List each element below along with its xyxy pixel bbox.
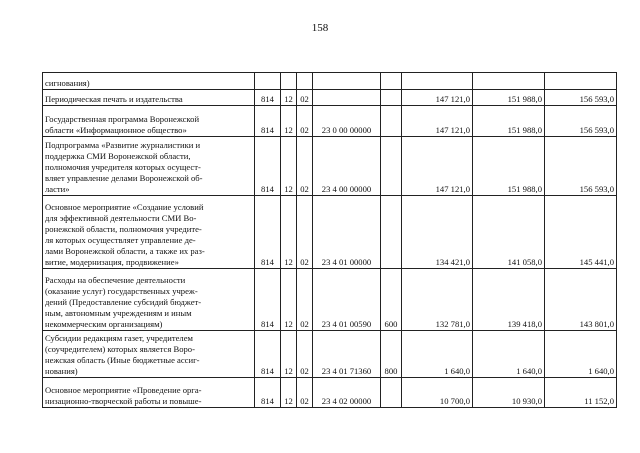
amount-year1-cell: 132 781,0	[402, 269, 473, 331]
subsection-code-cell: 02	[297, 90, 313, 106]
section-code-cell: 12	[281, 90, 297, 106]
section-code-cell	[281, 73, 297, 90]
table-row	[43, 269, 617, 331]
target-code-cell: 23 0 00 00000	[313, 106, 381, 137]
section-code-cell: 12	[281, 331, 297, 378]
ministry-code-cell	[255, 73, 281, 90]
amount-year3-cell: 156 593,0	[545, 106, 617, 137]
row-name-cell: Подпрограмма «Развитие журналистики и поддержка СМИ Воронежской области, полномочия учредителя которых осущест- вляет управление делами Воронежской об- ласти»	[43, 137, 255, 196]
row-name-cell: Основное мероприятие «Создание условий для эффективной деятельности СМИ Во- ронежской области, полномочия учредите- ля которых осуществляет управление де- лами Воронежской области, а также их раз- витие, модернизация, продвижение»	[43, 196, 255, 269]
amount-year2-cell: 1 640,0	[473, 331, 545, 378]
table-row	[43, 378, 617, 408]
budget-table	[42, 72, 617, 408]
target-code-cell: 23 4 01 71360	[313, 331, 381, 378]
amount-year1-cell: 134 421,0	[402, 196, 473, 269]
section-code-cell: 12	[281, 196, 297, 269]
amount-year2-cell: 141 058,0	[473, 196, 545, 269]
row-name-cell: Расходы на обеспечение деятельности (оказание услуг) государственных учреж- дений (Предоставление субсидий бюджет- ным, автономным учреждениям и иным некоммерческим организациям)	[43, 269, 255, 331]
table-row	[43, 106, 617, 137]
expense-type-cell: 600	[381, 269, 402, 331]
expense-type-cell	[381, 106, 402, 137]
table-row	[43, 331, 617, 378]
table-body	[43, 73, 617, 408]
amount-year1-cell: 10 700,0	[402, 378, 473, 408]
target-code-cell: 23 4 02 00000	[313, 378, 381, 408]
amount-year3-cell: 11 152,0	[545, 378, 617, 408]
section-code-cell: 12	[281, 269, 297, 331]
subsection-code-cell: 02	[297, 137, 313, 196]
table-row	[43, 196, 617, 269]
expense-type-cell	[381, 196, 402, 269]
expense-type-cell	[381, 137, 402, 196]
amount-year1-cell	[402, 73, 473, 90]
section-code-cell: 12	[281, 106, 297, 137]
amount-year3-cell: 143 801,0	[545, 269, 617, 331]
target-code-cell: 23 4 01 00590	[313, 269, 381, 331]
row-name-cell: сигнования)	[43, 73, 255, 90]
ministry-code-cell: 814	[255, 90, 281, 106]
row-name-cell: Периодическая печать и издательства	[43, 90, 255, 106]
amount-year1-cell: 1 640,0	[402, 331, 473, 378]
target-code-cell	[313, 90, 381, 106]
amount-year1-cell: 147 121,0	[402, 137, 473, 196]
row-name-cell: Субсидии редакциям газет, учредителем (соучредителем) которых является Воро- нежская область (Иные бюджетные ассиг- нования)	[43, 331, 255, 378]
expense-type-cell	[381, 73, 402, 90]
amount-year1-cell: 147 121,0	[402, 106, 473, 137]
amount-year1-cell: 147 121,0	[402, 90, 473, 106]
row-name-cell: Государственная программа Воронежской области «Информационное общество»	[43, 106, 255, 137]
subsection-code-cell: 02	[297, 106, 313, 137]
ministry-code-cell: 814	[255, 196, 281, 269]
table-row	[43, 90, 617, 106]
subsection-code-cell: 02	[297, 378, 313, 408]
section-code-cell: 12	[281, 378, 297, 408]
amount-year2-cell: 10 930,0	[473, 378, 545, 408]
amount-year2-cell: 139 418,0	[473, 269, 545, 331]
target-code-cell: 23 4 00 00000	[313, 137, 381, 196]
ministry-code-cell: 814	[255, 269, 281, 331]
subsection-code-cell: 02	[297, 331, 313, 378]
amount-year3-cell	[545, 73, 617, 90]
amount-year3-cell: 145 441,0	[545, 196, 617, 269]
subsection-code-cell	[297, 73, 313, 90]
table-row	[43, 137, 617, 196]
expense-type-cell	[381, 90, 402, 106]
target-code-cell: 23 4 01 00000	[313, 196, 381, 269]
amount-year2-cell: 151 988,0	[473, 90, 545, 106]
ministry-code-cell: 814	[255, 137, 281, 196]
amount-year3-cell: 156 593,0	[545, 137, 617, 196]
expense-type-cell	[381, 378, 402, 408]
ministry-code-cell: 814	[255, 378, 281, 408]
amount-year2-cell: 151 988,0	[473, 106, 545, 137]
ministry-code-cell: 814	[255, 106, 281, 137]
subsection-code-cell: 02	[297, 196, 313, 269]
expense-type-cell: 800	[381, 331, 402, 378]
ministry-code-cell: 814	[255, 331, 281, 378]
amount-year2-cell	[473, 73, 545, 90]
amount-year3-cell: 156 593,0	[545, 90, 617, 106]
table-row	[43, 73, 617, 90]
page-number: 158	[311, 22, 329, 34]
section-code-cell: 12	[281, 137, 297, 196]
subsection-code-cell: 02	[297, 269, 313, 331]
amount-year2-cell: 151 988,0	[473, 137, 545, 196]
amount-year3-cell: 1 640,0	[545, 331, 617, 378]
row-name-cell: Основное мероприятие «Проведение орга- низационно-творческой работы и повыше-	[43, 378, 255, 408]
target-code-cell	[313, 73, 381, 90]
